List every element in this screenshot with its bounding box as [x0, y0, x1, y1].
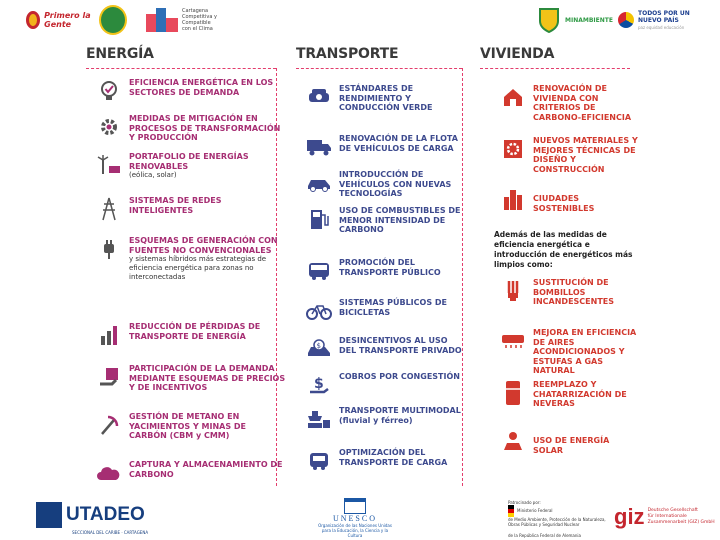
cartagena-line-2: Competitiva y [182, 14, 217, 20]
materials-gear-icon [500, 136, 526, 162]
fuel-pump-icon [306, 206, 332, 232]
car-front-icon [306, 84, 332, 110]
tpn-line-2: NUEVO PAÍS [638, 16, 679, 24]
energia-item-7-label: PARTICIPACIÓN DE LA DEMANDA MEDIANTE ESQUEMAS DE PRECIOS Y DE INCENTIVOS [129, 364, 286, 392]
bmub-logo [508, 500, 608, 538]
energia-item-5 [96, 236, 286, 282]
temple-icon [344, 498, 366, 514]
vivienda-item-2 [500, 136, 640, 174]
transporte-item-5-label: PROMOCIÓN DEL TRANSPORTE PÚBLICO [339, 258, 441, 277]
transporte-item-8-label: COBROS POR CONGESTIÓN [339, 372, 460, 381]
giz-line-1: Deutsche Gesellschaft [647, 508, 698, 513]
energia-item-6 [96, 322, 286, 348]
house-icon [500, 84, 526, 110]
header-logos [0, 0, 720, 44]
primero-la-gente-text: Primero la Gente [44, 11, 91, 29]
vivienda-divider [480, 68, 630, 69]
sun-icon [26, 11, 40, 29]
energia-item-5-sub: y sistemas híbridos más estrategias de eficiencia energética para zonas no interconectadas [129, 255, 267, 281]
energia-item-2-label: MEDIDAS DE MITIGACIÓN EN PROCESOS DE TRANSFORMACIÓN Y PRODUCCIÓN [129, 114, 281, 142]
energia-item-6-label: REDUCCIÓN DE PÉRDIDAS DE TRANSPORTE DE ENERGÍA [129, 322, 261, 341]
energia-item-7 [96, 364, 286, 393]
utadeo-name: UTADEO [66, 504, 145, 525]
giz-name: giz [614, 504, 645, 529]
energia-item-8 [96, 412, 286, 441]
svg-text:$: $ [314, 376, 324, 392]
hand-coin-icon [96, 364, 122, 390]
bus-icon [306, 258, 332, 284]
cartagena-seal-logo [98, 4, 128, 36]
footer-logos [0, 496, 720, 540]
vivienda-item-1-label: RENOVACIÓN DE VIVIENDA CON CRITERIOS DE CARBONO-EFICIENCIA [533, 84, 632, 122]
energia-item-3 [96, 152, 286, 180]
transporte-item-3-label: INTRODUCCIÓN DE VEHÍCULOS CON NUEVAS TECNOLOGÍAS [339, 170, 452, 198]
energia-item-4 [96, 196, 286, 222]
vivienda-item-1 [500, 84, 640, 122]
cloud-icon [96, 460, 122, 486]
air-conditioner-icon [500, 328, 526, 354]
transporte-item-1 [306, 84, 466, 113]
bmub-line-1: Patrocinado por: [508, 500, 541, 505]
city-icon [500, 186, 526, 212]
city-blocks-icon [146, 8, 178, 32]
svg-text:$: $ [316, 342, 321, 350]
transporte-item-5 [306, 258, 466, 284]
transporte-item-10-label: OPTIMIZACIÓN DEL TRANSPORTE DE CARGA [339, 448, 448, 467]
energia-item-9-label: CAPTURA Y ALMACENAMIENTO DE CARBONO [129, 460, 283, 479]
transporte-item-9-sub: (fluvial y férreo) [339, 415, 413, 425]
solar-panel-icon [500, 428, 526, 454]
vivienda-item-3 [500, 186, 640, 213]
utadeo-sub: SECCIONAL DEL CARIBE · CARTAGENA [72, 530, 149, 535]
energia-title: ENERGÍA [86, 46, 154, 62]
cartagena-competitiva-logo [146, 4, 231, 36]
transporte-item-4 [306, 206, 466, 235]
energia-item-8-label: GESTIÓN DE METANO EN YACIMIENTOS Y MINAS DE CARBÓN (CBM y CMM) [129, 412, 247, 440]
pickaxe-icon [96, 412, 122, 438]
bar-chart-icon [96, 322, 122, 348]
vivienda-item-7 [500, 428, 640, 455]
lightbulb-icon [96, 78, 122, 104]
transporte-item-3 [306, 170, 466, 199]
utadeo-mark-icon [36, 502, 62, 528]
car-icon [306, 170, 332, 196]
transporte-item-9 [306, 406, 466, 432]
dollar-hand-icon [306, 372, 332, 398]
energia-item-3-sub: (eólica, solar) [129, 171, 177, 179]
vivienda-title: VIVIENDA [480, 46, 555, 62]
vivienda-item-7-label: USO DE ENERGÍA SOLAR [533, 436, 610, 455]
fridge-icon [500, 380, 526, 406]
transporte-item-8 [306, 372, 466, 398]
tricolor-icon [618, 12, 634, 28]
colombia-coat-of-arms [534, 4, 564, 36]
german-flag-icon [508, 505, 514, 517]
energia-item-1 [96, 78, 286, 104]
cartagena-line-1: Cartagena [182, 8, 209, 14]
vivienda-item-4 [500, 278, 640, 307]
cartagena-line-3: Compatible [182, 20, 211, 26]
transporte-item-7 [306, 336, 466, 362]
energia-item-1-label: EFICIENCIA ENERGÉTICA EN LOS SECTORES DE DEMANDA [129, 78, 274, 97]
transporte-item-2 [306, 134, 466, 160]
power-tower-icon [96, 196, 122, 222]
giz-line-2: für Internationale [647, 514, 687, 519]
energia-item-5-label: ESQUEMAS DE GENERACIÓN CON FUENTES NO CONVENCIONALES [129, 236, 278, 255]
car-money-icon [306, 336, 332, 362]
ship-truck-icon [306, 406, 332, 432]
vivienda-item-3-label: CIUDADES SOSTENIBLES [533, 194, 595, 213]
transporte-item-2-label: RENOVACIÓN DE LA FLOTA DE VEHÍCULOS DE CARGA [339, 134, 458, 153]
bmub-bottom: de la República Federal de Alemania [508, 533, 581, 538]
minambiente-text: MINAMBIENTE [565, 16, 613, 24]
energia-item-4-label: SISTEMAS DE REDES INTELIGENTES [129, 196, 222, 215]
vivienda-item-6 [500, 380, 640, 409]
transporte-title: TRANSPORTE [296, 46, 399, 62]
primero-la-gente-logo [26, 4, 96, 36]
truck-icon [306, 134, 332, 160]
cfl-bulb-icon [500, 278, 526, 304]
bicycle-icon [306, 298, 332, 324]
energia-divider [86, 68, 276, 69]
vivienda-item-5-label: MEJORA EN EFICIENCIA DE AIRES ACONDICIONADOS Y ESTUFAS A GAS NATURAL [533, 328, 637, 375]
tpn-line-1: TODOS POR UN [638, 9, 690, 17]
transporte-item-9-label: TRANSPORTE MULTIMODAL [339, 406, 461, 415]
energia-item-9 [96, 460, 286, 486]
cartagena-line-4: con el Clima [182, 26, 213, 32]
energia-item-2 [96, 114, 286, 143]
energia-item-3-label: PORTAFOLIO DE ENERGÍAS RENOVABLES [129, 152, 249, 171]
transporte-item-7-label: DESINCENTIVOS AL USO DEL TRANSPORTE PRIVADO [339, 336, 462, 355]
transporte-item-6 [306, 298, 466, 324]
vivienda-intro-text: Además de las medidas de eficiencia energética e introducción de energéticos más limpios como: [494, 230, 633, 269]
vivienda-item-2-label: NUEVOS MATERIALES Y MEJORES TÉCNICAS DE DISEÑO Y CONSTRUCCIÓN [533, 136, 638, 174]
transporte-divider [296, 68, 462, 69]
todos-por-un-nuevo-pais-logo [618, 4, 713, 36]
bmub-line-2: Ministerio Federal [517, 508, 553, 513]
transporte-item-1-label: ESTÁNDARES DE RENDIMIENTO Y CONDUCCIÓN VERDE [339, 84, 433, 112]
transporte-item-4-label: USO DE COMBUSTIBLES DE MENOR INTENSIDAD DE CARBONO [339, 206, 461, 234]
vivienda-item-6-label: REEMPLAZO Y CHATARRIZACIÓN DE NEVERAS [533, 380, 627, 408]
unesco-logo [314, 498, 396, 538]
transporte-item-6-label: SISTEMAS PÚBLICOS DE BICICLETAS [339, 298, 447, 317]
giz-logo [614, 504, 715, 530]
tpn-sub: paz equidad educación [638, 24, 685, 30]
plug-icon [96, 236, 122, 262]
bmub-line-3: de Medio Ambiente, Protección de la Naturaleza, [508, 517, 606, 522]
transporte-item-10 [306, 448, 466, 474]
minambiente-logo [565, 4, 615, 36]
unesco-sub: Organización de las Naciones Unidas para la Educación, la Ciencia y la Cultura [318, 523, 392, 538]
vivienda-item-4-label: SUSTITUCIÓN DE BOMBILLOS INCANDESCENTES [533, 278, 615, 306]
gear-icon [96, 114, 122, 140]
vivienda-item-5 [500, 328, 640, 376]
wind-solar-icon [96, 152, 122, 178]
utadeo-logo [36, 502, 149, 535]
bmub-line-4: Obras Públicas y Seguridad Nuclear [508, 522, 580, 527]
giz-line-3: Zusammenarbeit (GIZ) GmbH [647, 520, 715, 525]
cargo-van-icon [306, 448, 332, 474]
unesco-name: UNESCO [332, 514, 377, 523]
